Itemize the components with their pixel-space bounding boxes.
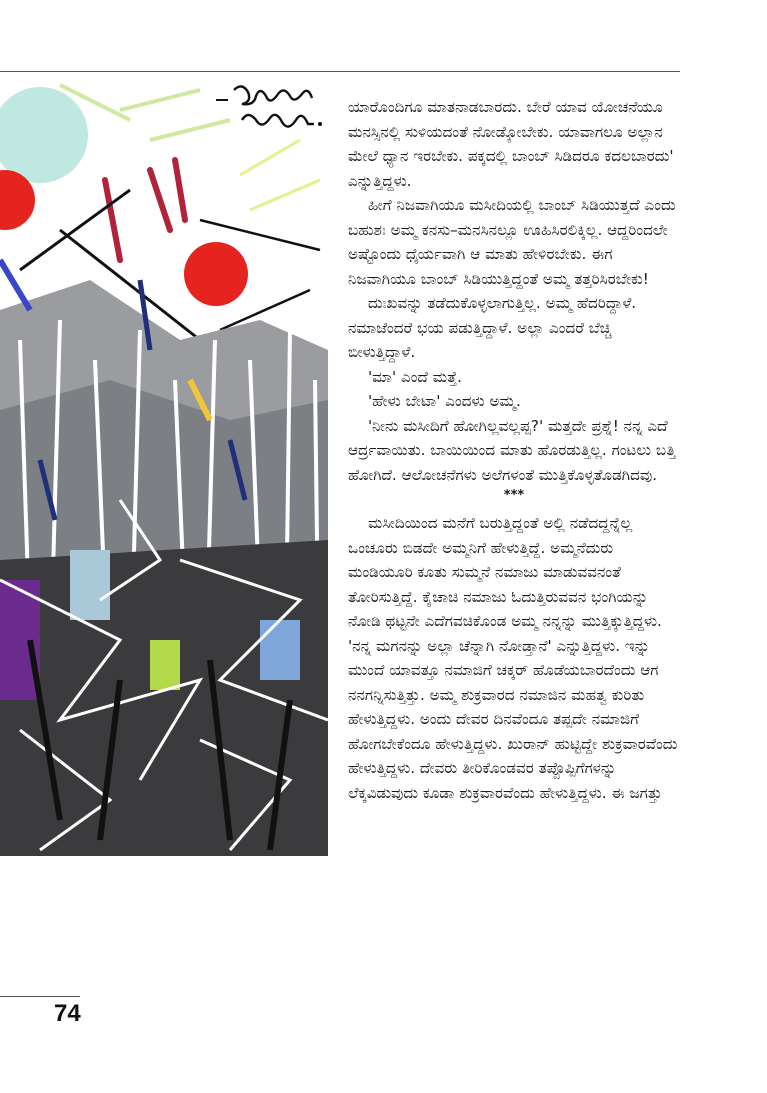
signature-icon [212,80,332,142]
section-separator: *** [503,488,525,503]
artist-signature [212,80,332,142]
page-number: 74 [54,1000,81,1027]
paragraph: 'ನೀನು ಮಸೀದಿಗೆ ಹೋಗಿಲ್ಲವಲ್ಲಪ್ಪ?' ಮತ್ತದೇ ಪ್ರಶ್ನೆ! ನನ್ನ ಎದೆ ಆರ್ದ್ರವಾಯಿತು. ಬಾಯಿಯಿಂದ ಮಾತು ಹೊರಡುತ್ತಿಲ್ಲ. ಗಂಟಲು ಬತ್ತಿ ಹೋಗಿದೆ. ಆಲೋಚನೆಗಳು ಅಲೆಗಳಂತೆ ಮುತ್ತಿಕೊಳ್ಳತೊಡಗಿದವು. [348,416,676,484]
abstract-painting-illustration [0,80,328,856]
abstract-painting-icon [0,80,328,856]
article-text-column [348,95,680,805]
paragraph: ದುಃಖವನ್ನು ತಡೆದುಕೊಳ್ಳಲಾಗುತ್ತಿಲ್ಲ. ಅಮ್ಮ ಹೆದರಿದ್ದಾಳೆ. ನಮಾಜೆಂದರೆ ಭಯ ಪಡುತ್ತಿದ್ದಾಳೆ. ಅಲ್ಲಾ ಎಂದರೆ ಬೆಚ್ಚಿ ಬೀಳುತ್ತಿದ್ದಾಳೆ. [348,294,637,361]
paragraph: 'ಮಾ' ಎಂದೆ ಮತ್ತೆ. [368,367,462,386]
paragraph: ಹೀಗೆ ನಿಜವಾಗಿಯೂ ಮಸೀದಿಯಲ್ಲಿ ಬಾಂಬ್ ಸಿಡಿಯುತ್ತದೆ ಎಂದು ಬಹುಶಃ ಅಮ್ಮ ಕನಸು–ಮನಸಿನಲ್ಲೂ ಊಹಿಸಿರಲಿಕ್ಕಿಲ್ಲ. ಆದ್ದರಿಂದಲೇ ಅಷ್ಟೊಂದು ಧೈರ್ಯವಾಗಿ ಆ ಮಾತು ಹೇಳಿರಬೇಕು. ಈಗ ನಿಜವಾಗಿಯೂ ಬಾಂಬ್ ಸಿಡಿಯುತ್ತಿದ್ದಂತೆ ಅಮ್ಮ ತತ್ತರಿಸಿರಬೇಕು! [348,196,676,288]
bottom-rule [0,996,80,997]
paragraph: 'ಹೇಳು ಬೇಟಾ' ಎಂದಳು ಅಮ್ಮ. [368,392,521,410]
top-rule [0,71,680,72]
paragraph: ಯಾರೊಂದಿಗೂ ಮಾತನಾಡಬಾರದು. ಬೇರೆ ಯಾವ ಯೋಚನೆಯೂ ಮನಸ್ಸಿನಲ್ಲಿ ಸುಳಿಯದಂತೆ ನೋಡ್ಕೋಬೇಕು. ಯಾವಾಗಲೂ ಅಲ್ಲಾನ ಮೇಲೆ ಧ್ಯಾನ ಇರಬೇಕು. ಪಕ್ಕದಲ್ಲಿ ಬಾಂಬ್ ಸಿಡಿದರೂ ಕದಲಬಾರದು' ಎನ್ನುತ್ತಿದ್ದಳು. [348,98,674,190]
paragraph: ಮಸೀದಿಯಿಂದ ಮನೆಗೆ ಬರುತ್ತಿದ್ದಂತೆ ಅಲ್ಲಿ ನಡೆದದ್ದನ್ನೆಲ್ಲ ಒಂಚೂರು ಬಿಡದೇ ಅಮ್ಮನಿಗೆ ಹೇಳುತ್ತಿದ್ದೆ. ಅಮ್ಮನೆದುರು ಮಂಡಿಯೂರಿ ಕೂತು ಸುಮ್ಮನೆ ನಮಾಜು ಮಾಡುವವನಂತೆ ತೋರಿಸುತ್ತಿದ್ದೆ. ಕೈಚಾಚಿ ನಮಾಜು ಓದುತ್ತಿರುವವನ ಭಂಗಿಯನ್ನು ನೋಡಿ ಥಟ್ಟನೇ ಎದೆಗವಚಿಕೊಂಡ ಅಮ್ಮ ನನ್ನನ್ನು ಮುತ್ತಿಕ್ಕುತ್ತಿದ್ದಳು. 'ನನ್ನ ಮಗನನ್ನು ಅಲ್ಲಾ ಚೆನ್ನಾಗಿ ನೋಡ್ತಾನೆ' ಎನ್ನುತ್ತಿದ್ದಳು. ಇನ್ನು ಮುಂದೆ ಯಾವತ್ತೂ ನಮಾಜಿಗೆ ಚಕ್ಕರ್ ಹೊಡೆಯಬಾರದೆಂದು ಆಗ ನನಗನ್ನಿಸುತ್ತಿತ್ತು. ಅಮ್ಮ ಶುಕ್ರವಾರದ ನಮಾಜಿನ ಮಹತ್ವ ಕುರಿತು ಹೇಳುತ್ತಿದ್ದಳು. ಅಂದು ದೇವರ ದಿನವೆಂದೂ ತಪ್ಪದೇ ನಮಾಜಿಗೆ ಹೋಗಬೇಕೆಂದೂ ಹೇಳುತ್ತಿದ್ದಳು. ಖುರಾನ್ ಹುಟ್ಟಿದ್ದೇ ಶುಕ್ರವಾರವೆಂದು ಹೇಳುತ್ತಿದ್ದಳು. ದೇವರು ತೀರಿಕೊಂಡವರ ತಪ್ಪೊಪ್ಪಿಗೆಗಳನ್ನು ಲೆಕ್ಕವಿಡುವುದು ಕೂಡಾ ಶುಕ್ರವಾರವೆಂದು ಹೇಳುತ್ತಿದ್ದಳು. ಈ ಜಗತ್ತು [348,514,678,802]
